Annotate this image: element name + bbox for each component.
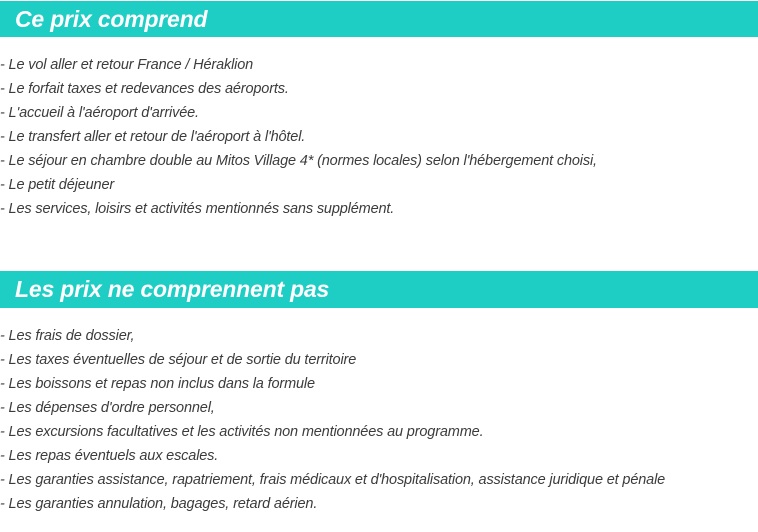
- excluded-item: - Les excursions facultatives et les activités non mentionnées au programme.: [0, 424, 484, 440]
- included-item: - Le vol aller et retour France / Héraklion: [0, 57, 254, 73]
- included-title: Ce prix comprend: [15, 6, 208, 32]
- excluded-item: - Les garanties assistance, rapatriement, frais médicaux et d'hospitalisation, assistance juridique et pénale: [0, 472, 666, 488]
- excluded-item: - Les boissons et repas non inclus dans la formule: [0, 376, 315, 392]
- included-list: [0, 53, 597, 221]
- excluded-section: [0, 271, 758, 512]
- excluded-list: [0, 324, 665, 516]
- excluded-item: - Les repas éventuels aux escales.: [0, 448, 219, 464]
- included-item: - Le petit déjeuner: [0, 177, 115, 193]
- excluded-item: - Les garanties annulation, bagages, retard aérien.: [0, 496, 318, 512]
- excluded-header: [0, 271, 758, 308]
- included-item: - Les services, loisirs et activités mentionnés sans supplément.: [0, 201, 395, 217]
- excluded-item: - Les taxes éventuelles de séjour et de sortie du territoire: [0, 352, 357, 368]
- excluded-item: - Les frais de dossier,: [0, 328, 135, 344]
- included-item: - Le forfait taxes et redevances des aéroports.: [0, 81, 289, 97]
- included-item: - L'accueil à l'aéroport d'arrivée.: [0, 105, 199, 121]
- included-section: [0, 1, 758, 217]
- excluded-item: - Les dépenses d'ordre personnel,: [0, 400, 215, 416]
- included-item: - Le transfert aller et retour de l'aéroport à l'hôtel.: [0, 129, 306, 145]
- excluded-title: Les prix ne comprennent pas: [15, 276, 330, 302]
- included-item: - Le séjour en chambre double au Mitos Village 4* (normes locales) selon l'hébergement choisi,: [0, 153, 597, 169]
- included-header: [0, 1, 758, 37]
